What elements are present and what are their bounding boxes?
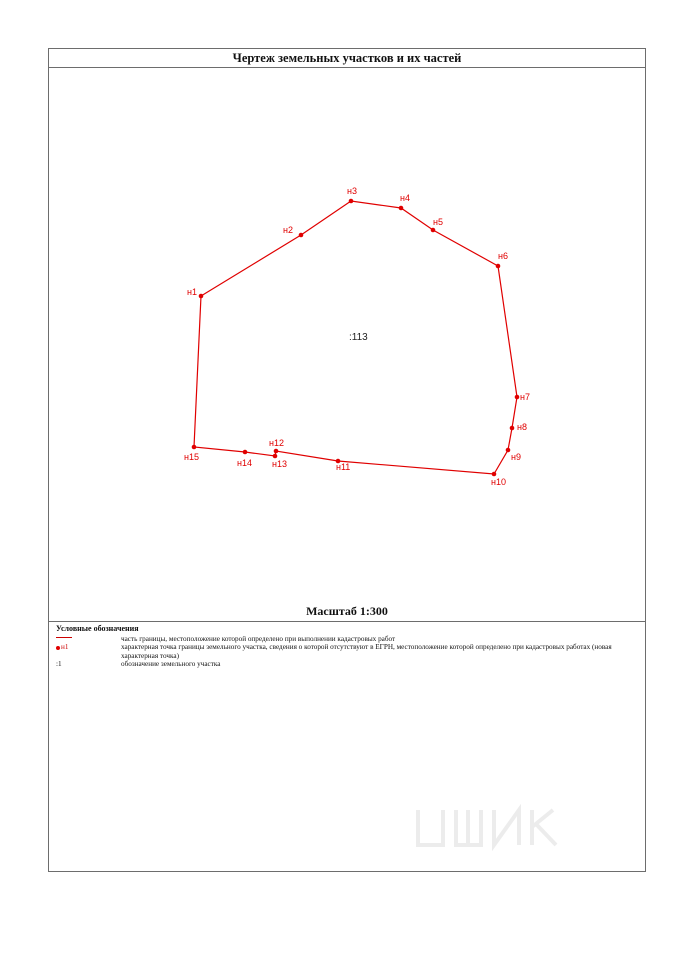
legend: [56, 625, 616, 669]
boundary-point-label: н14: [237, 458, 252, 468]
point-marker-icon: [56, 646, 60, 650]
boundary-point-label: н12: [269, 438, 284, 448]
boundary-point-label: н13: [272, 459, 287, 469]
boundary-point-marker: [273, 454, 278, 459]
boundary-point-label: н4: [400, 193, 410, 203]
legend-description: часть границы, местоположение которой определено при выполнении кадастровых работ: [121, 634, 396, 643]
boundary-point-marker: [199, 294, 204, 299]
scale-label: Масштаб 1:300: [306, 604, 388, 618]
parcel-label: :113: [349, 332, 368, 343]
boundary-point-label: н3: [347, 186, 357, 196]
boundary-point-marker: [515, 395, 520, 400]
boundary-point-marker: [506, 448, 511, 453]
boundary-point-marker: [431, 228, 436, 233]
boundary-point-label: н5: [433, 217, 443, 227]
boundary-point-marker: [299, 233, 304, 238]
legend-point-text: н1: [61, 643, 69, 652]
legend-title: Условные обозначения: [56, 624, 139, 633]
legend-symbol-text: :1: [56, 660, 62, 669]
legend-symbol-point: [56, 643, 121, 660]
legend-item-boundary-line: [56, 635, 616, 644]
boundary-point-marker: [274, 449, 279, 454]
legend-divider: [48, 621, 646, 622]
boundary-point-marker: [192, 445, 197, 450]
watermark-logo: [398, 790, 588, 860]
legend-description: характерная точка границы земельного участка, сведения о которой отсутствуют в ЕГРН, местоположение которой определено при кадастровых работах (новая характерная точка): [121, 643, 612, 660]
boundary-point-marker: [349, 199, 354, 204]
boundary-point-label: н2: [283, 225, 293, 235]
boundary-point-marker: [399, 206, 404, 211]
boundary-point-label: н15: [184, 452, 199, 462]
boundary-point-marker: [510, 426, 515, 431]
boundary-point-label: н10: [491, 477, 506, 487]
boundary-point-label: н11: [336, 462, 351, 472]
page-title: Чертеж земельных участков и их частей: [49, 49, 645, 68]
boundary-point-label: н1: [187, 287, 197, 297]
boundary-point-label: н8: [517, 422, 527, 432]
boundary-point-label: н7: [520, 392, 530, 402]
boundary-point-label: н9: [511, 452, 521, 462]
boundary-point-marker: [243, 450, 248, 455]
boundary-point-marker: [492, 472, 497, 477]
legend-item-parcel-label: [56, 660, 616, 669]
boundary-line-icon: [56, 637, 72, 638]
boundary-point-marker: [496, 264, 501, 269]
boundary-point-label: н6: [498, 251, 508, 261]
legend-item-new-point: [56, 643, 616, 660]
legend-description: обозначение земельного участка: [121, 660, 221, 669]
legend-symbol-line: [56, 635, 121, 644]
